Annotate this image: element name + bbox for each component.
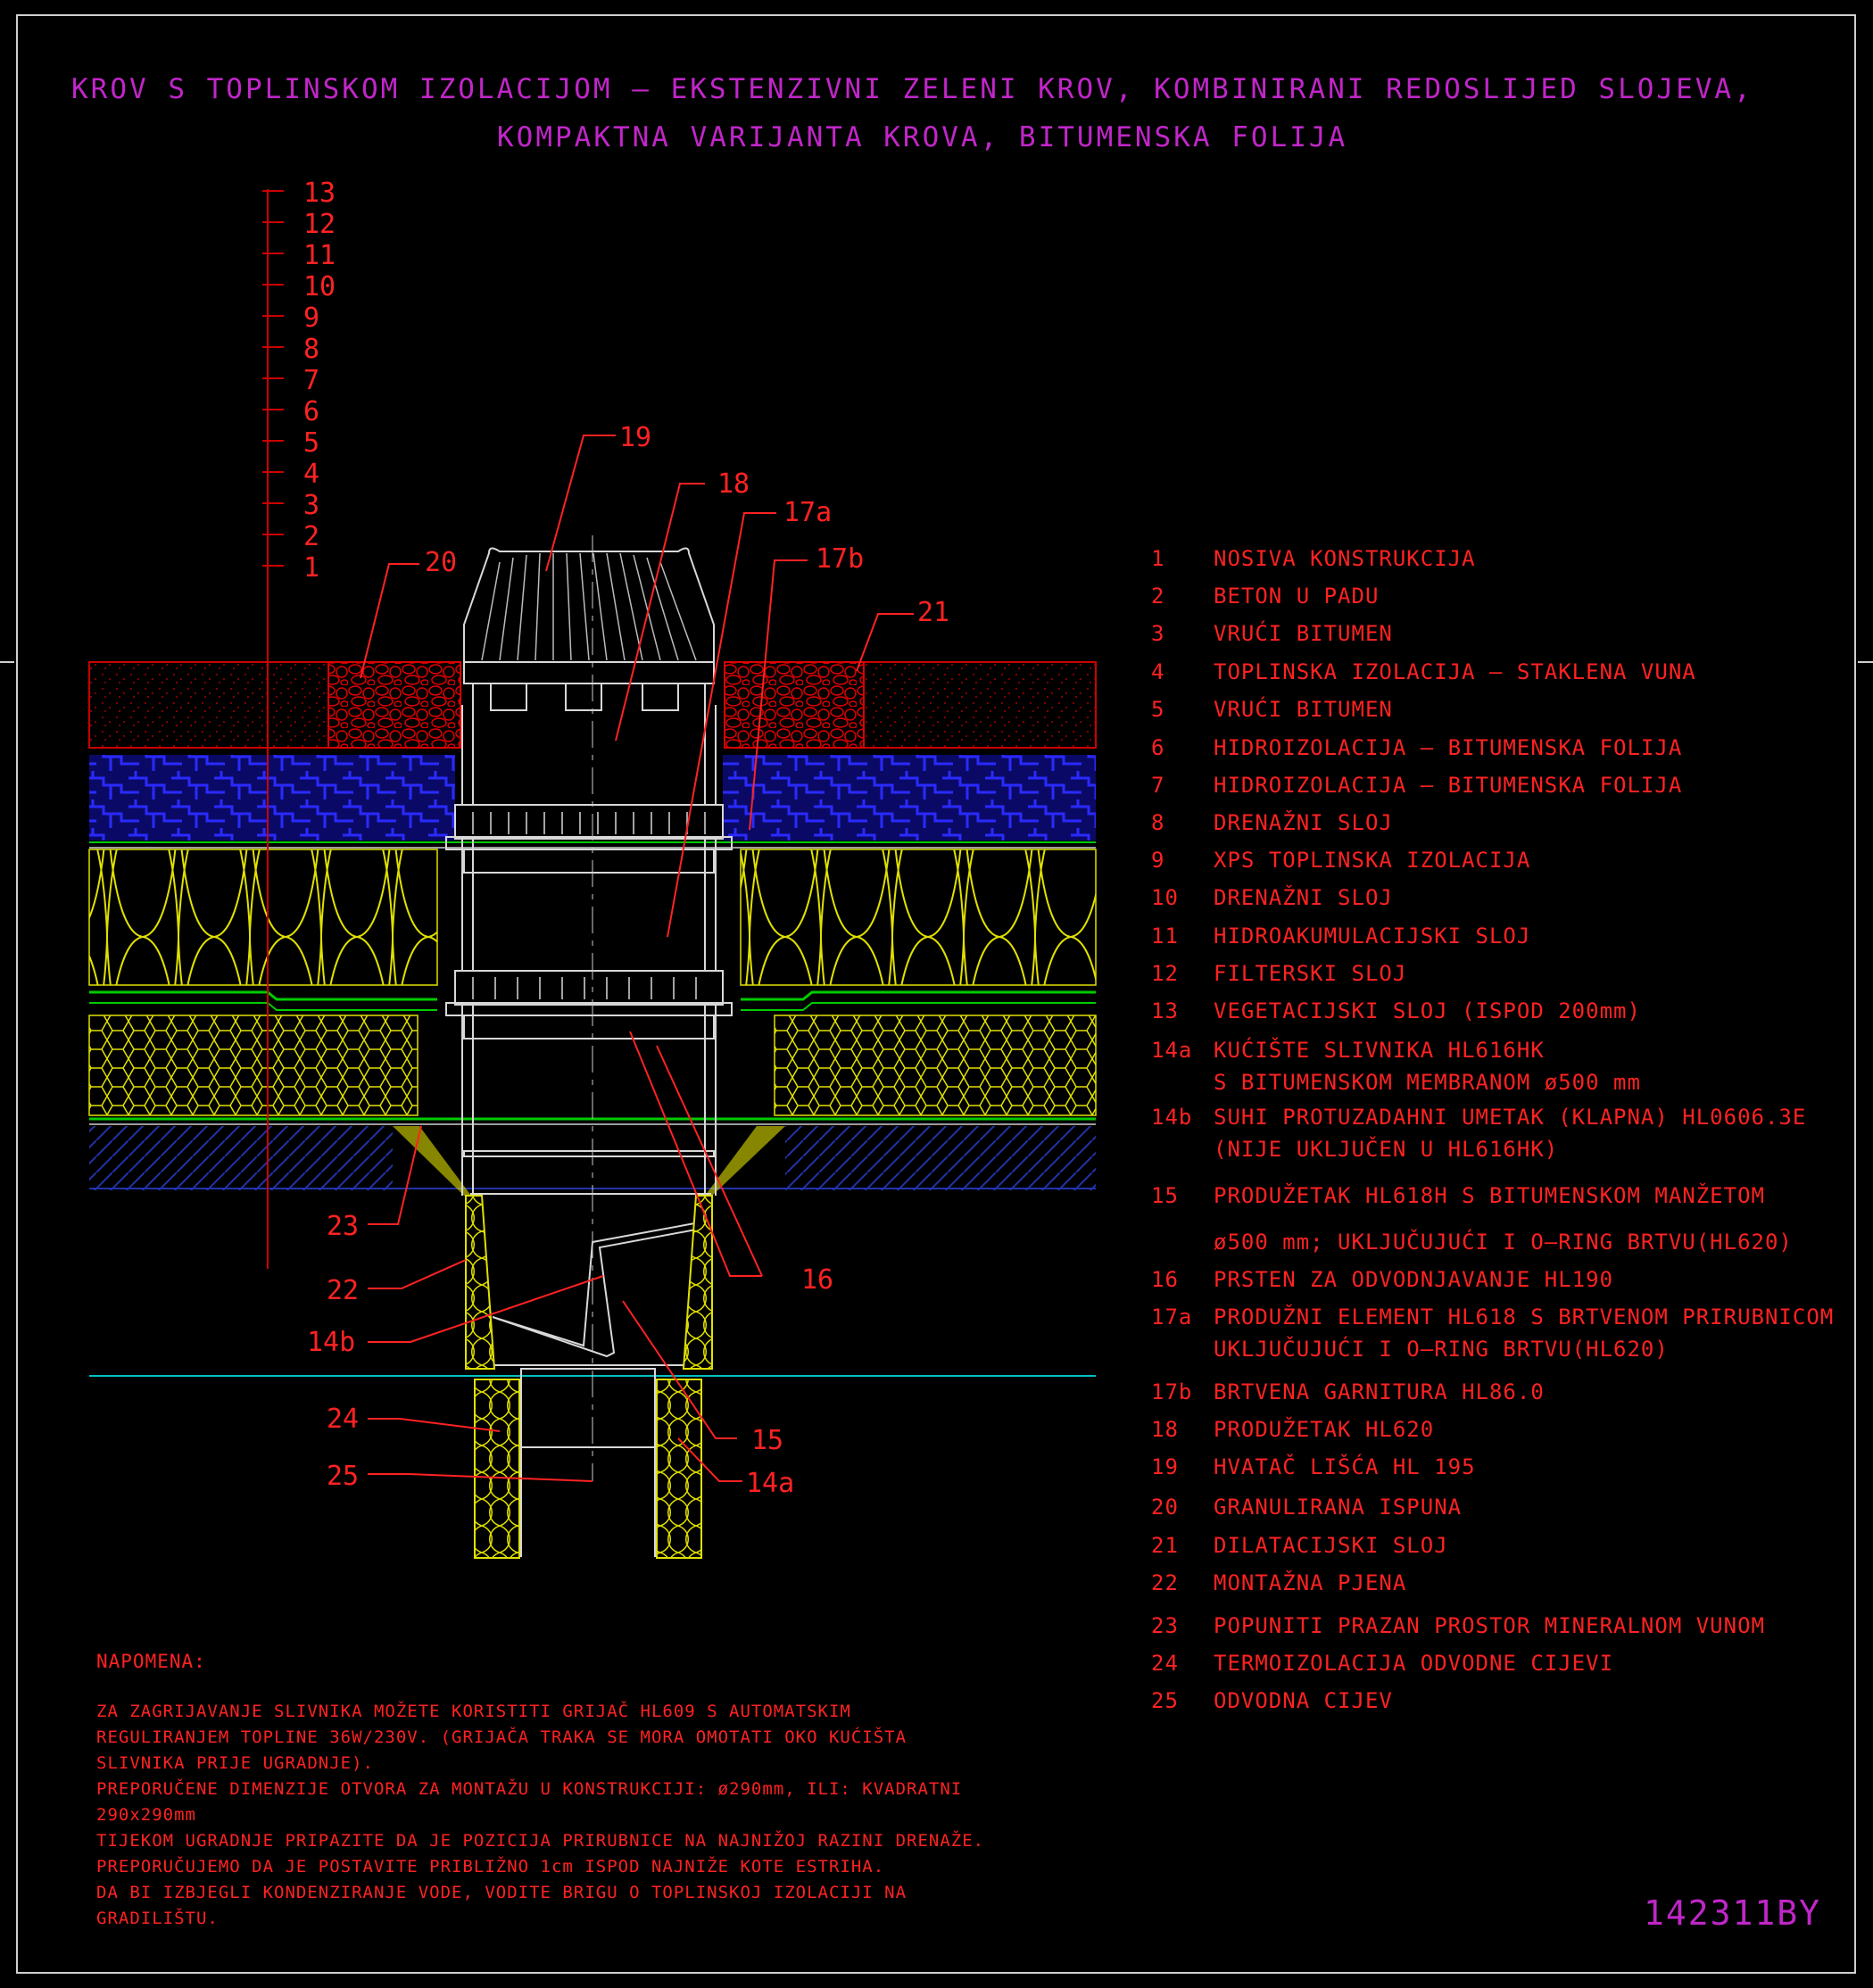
callout-17b: 17b (816, 543, 865, 575)
note-line: DA BI IZBJEGLI KONDENZIRANJE VODE, VODITE BRIGU O TOPLINSKOJ IZOLACIJI NA (96, 1883, 907, 1902)
note-line: PREPORUČUJEMO DA JE POSTAVITE PRIBLIŽNO 1cm ISPOD NAJNIŽE KOTE ESTRIHA. (96, 1857, 885, 1876)
callout-19: 19 (619, 422, 652, 453)
granular-fill-right (725, 662, 864, 748)
callout-25: 25 (327, 1461, 360, 1492)
glass-wool-insulation-left (89, 1015, 418, 1115)
sloped-concrete-right (785, 1126, 1096, 1190)
cad-drawing-sheet: KROV S TOPLINSKOM IZOLACIJOM – EKSTENZIVNI ZELENI KROV, KOMBINIRANI REDOSLIJED SLOJEVA, KOMPAKTNA VARIJANTA KROVA, BITUMENSKA FOLIJA 13 12 11 10 9 8 7 6 5 4 3 2 1 19 18 17a 17b 20 21 23 22 14b 16 24 25 15 14a 1 NOSIVA KONSTRUKCIJA 2 BETON U PADU 3 VRUĆI BITUMEN 4 TOPLINSKA IZOLACIJA – STAKLENA VUNA 5 VRUĆI BITUMEN 6 HIDROIZOLACIJA – BITUMENSKA FOLIJA 7 HIDROIZOLACIJA – BITUMENSKA FOLIJA 8 DRENAŽNI SLOJ 9 XPS TOPLINSKA IZOLACIJA 10 DRENAŽNI SLOJ 11 HIDROAKUMULACIJSKI SLOJ 12 FILTERSKI SLOJ 13 VEGETACIJSKI SLOJ (ISPOD 200mm) 14a KUĆIŠTE SLIVNIKA HL616HK S BITUMENSKOM MEMBRANOM ø500 mm 14b SUHI PROTUZADAHNI UMETAK (KLAPNA) HL0606.3E (NIJE UKLJUČEN U HL616HK) 15 PRODUŽETAK HL618H S BITUMENSKOM MANŽETOM ø500 mm; UKLJUČUJUĆI I O–RING BRTVU(HL620) 16 PRSTEN ZA ODVODNJAVANJE HL190 17a PRODUŽNI ELEMENT HL618 S BRTVENOM PRIRUBNICOM UKLJUČUJUĆI I O–RING BRTVU(HL620) 17b BRTVENA GARNITURA HL86.0 18 PRODUŽETAK HL620 19 HVATAČ LIŠĆA HL 195 20 GRANULIRANA ISPUNA 21 DILATACIJSKI SLOJ 22 MONTAŽNA PJENA 23 POPUNITI PRAZAN PROSTOR MINERALNOM VUNOM 24 TERMOIZOLACIJA ODVODNE CIJEVI 25 ODVODNA CIJEV NAPOMENA: ZA ZAGRIJAVANJE SLIVNIKA MOŽETE KORISTITI GRIJAČ HL609 S AUTOMATSKIM REGULIRANJEM TOPLINE 36W/230V. (GRIJAČA TRAKA SE MORA OMOTATI OKO KUĆIŠTA SLIVNIKA PRIJE UGRADNJE). PREPORUČENE DIMENZIJE OTVORA ZA MONTAŽU U KONSTRUKCIJI: ø290mm, ILI: KVADRATNI 290x290mm TIJEKOM UGRADNJE PRIPAZITE DA JE POZICIJA PRIRUBNICE NA NAJNIŽOJ RAZINI DRENAŽE. PREPORUČUJEMO DA JE POSTAVITE PRIBLIŽNO 1cm ISPOD NAJNIŽE KOTE ESTRIHA. DA BI IZBJEGLI KONDENZIRANJE VODE, VODITE BRIGU O TOPLINSKOJ IZOLACIJI NA GRADILIŠTU. 142311BY (0, 0, 1873, 1988)
xps-insulation-right (741, 849, 1096, 985)
xps-insulation-left (89, 849, 437, 985)
notes-block (96, 1651, 989, 1932)
note-line: SLIVNIKA PRIJE UGRADNJE). (96, 1753, 374, 1773)
scale-label-13: 13 (303, 178, 336, 209)
callout-14b: 14b (307, 1327, 356, 1358)
callout-23: 23 (327, 1211, 360, 1242)
callout-16: 16 (801, 1264, 834, 1296)
drawing-code: 142311BY (1643, 1893, 1821, 1933)
scale-label-12: 12 (303, 209, 336, 240)
roof-drain-assembly (446, 535, 732, 1558)
note-line: 290x290mm (96, 1805, 196, 1825)
vegetation-layer-right (864, 662, 1096, 748)
scale-label-2: 2 (303, 521, 320, 552)
callout-24: 24 (327, 1404, 360, 1435)
scale-label-7: 7 (303, 365, 320, 396)
callout-21: 21 (917, 597, 950, 628)
scale-label-6: 6 (303, 396, 320, 427)
callout-20: 20 (425, 547, 458, 578)
sloped-concrete-left (89, 1126, 393, 1190)
scale-label-4: 4 (303, 459, 320, 490)
note-line: ZA ZAGRIJAVANJE SLIVNIKA MOŽETE KORISTITI GRIJAČ HL609 S AUTOMATSKIM (96, 1702, 851, 1721)
callout-15: 15 (751, 1425, 784, 1456)
granular-fill-left (328, 662, 460, 748)
water-retention-layer-left (89, 755, 455, 841)
callout-22: 22 (327, 1275, 360, 1306)
note-line: TIJEKOM UGRADNJE PRIPAZITE DA JE POZICIJA PRIRUBNICE NA NAJNIŽOJ RAZINI DRENAŽE. (96, 1831, 985, 1851)
notes-heading: NAPOMENA: (96, 1651, 206, 1672)
scale-label-3: 3 (303, 490, 320, 521)
water-retention-layer-right (723, 755, 1096, 841)
scale-label-9: 9 (303, 302, 320, 334)
note-line: GRADILIŠTU. (96, 1909, 219, 1928)
callout-18: 18 (717, 468, 750, 500)
scale-label-10: 10 (303, 271, 336, 302)
drawing-title-line-1: KROV S TOPLINSKOM IZOLACIJOM – EKSTENZIVNI ZELENI KROV, KOMBINIRANI REDOSLIJED SLOJEVA, (71, 73, 1753, 105)
callout-17a: 17a (783, 497, 833, 528)
scale-label-1: 1 (303, 552, 320, 584)
glass-wool-insulation-right (775, 1015, 1096, 1115)
vegetation-layer-left (89, 662, 328, 748)
scale-label-5: 5 (303, 427, 320, 459)
note-line: REGULIRANJEM TOPLINE 36W/230V. (GRIJAČA TRAKA SE MORA OMOTATI OKO KUĆIŠTA (96, 1727, 907, 1747)
scale-label-8: 8 (303, 334, 320, 365)
drawing-title-line-2: KOMPAKTNA VARIJANTA KROVA, BITUMENSKA FOLIJA (497, 121, 1348, 153)
callout-14a: 14a (746, 1468, 795, 1499)
scale-labels (303, 178, 336, 584)
note-line: PREPORUČENE DIMENZIJE OTVORA ZA MONTAŽU U KONSTRUKCIJI: ø290mm, ILI: KVADRATNI (96, 1779, 963, 1799)
scale-label-11: 11 (303, 240, 336, 271)
